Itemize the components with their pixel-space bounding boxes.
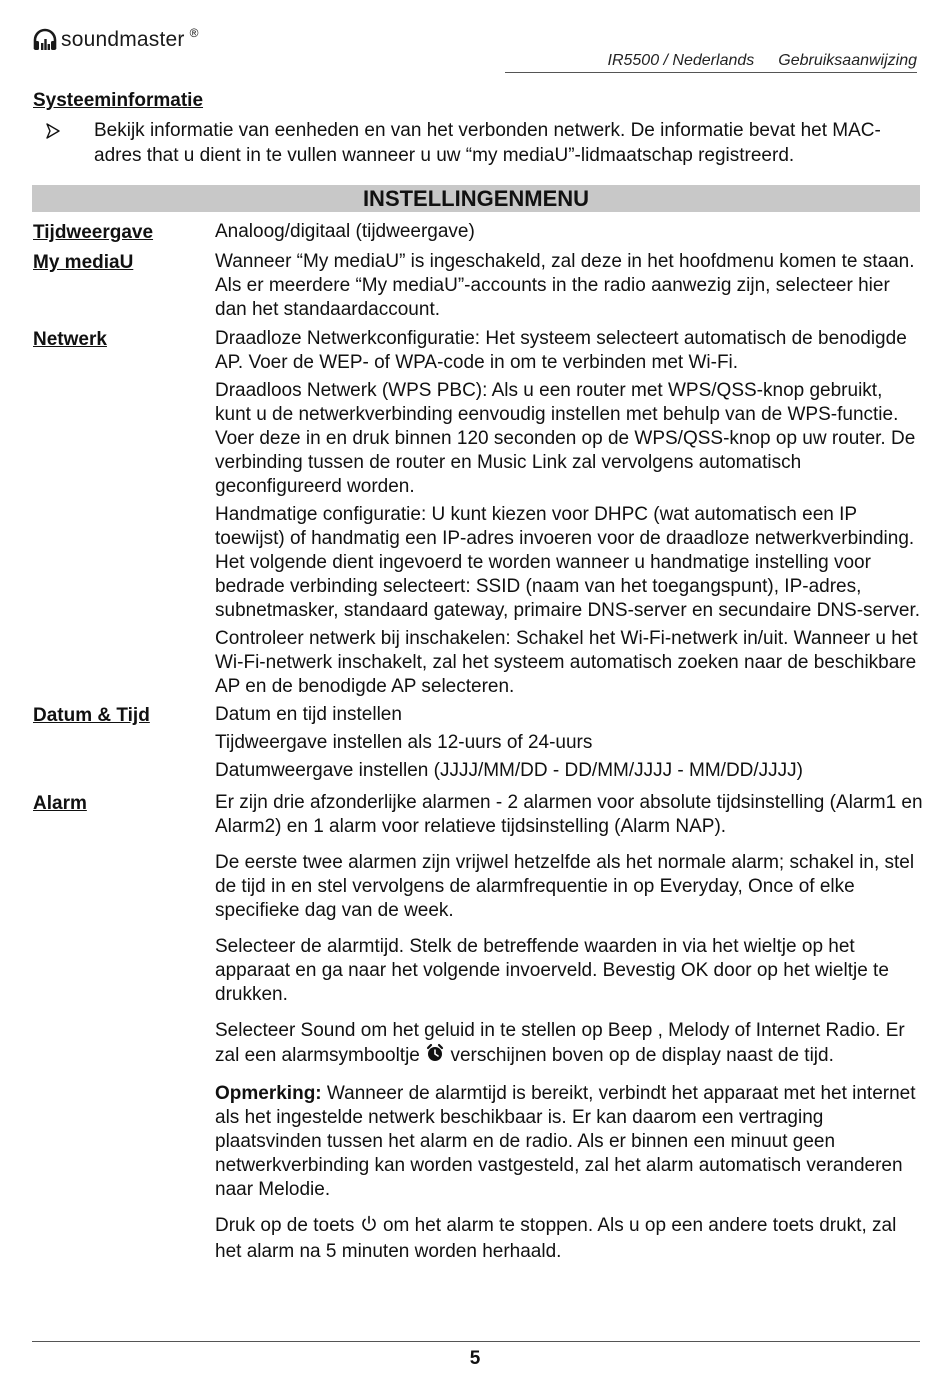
menu-content xyxy=(215,703,923,783)
brand-logo xyxy=(32,25,198,55)
alarm-text: om het alarm te stoppen. Als u op een andere toets drukt, zal het alarm na 5 minuten worden herhaald. xyxy=(215,1215,897,1262)
menu-paragraph: Controleer netwerk bij inschakelen: Schakel het Wi-Fi-netwerk in/uit. Wanneer u het Wi-Fi-netwerk inschakelt, zal het systeem automatisch zoeken naar de beschikbare AP en de benodigde AP selecteren. xyxy=(215,628,918,697)
settings-menu-heading: INSTELLINGENMENU xyxy=(32,185,920,212)
menu-label: Netwerk xyxy=(33,329,107,350)
bullet-item xyxy=(46,118,926,168)
brand-name: soundmaster xyxy=(61,28,185,51)
menu-paragraph: Draadloze Netwerkconfiguratie: Het systeem selecteert automatisch de benodigde AP. Voer de WEP- of WPA-code in om te verbinden met Wi-Fi. xyxy=(215,328,907,373)
alarm-stop-paragraph xyxy=(215,1214,923,1264)
page-number: 5 xyxy=(469,1348,481,1369)
menu-row-alarm xyxy=(33,791,923,1264)
settings-menu-table xyxy=(33,220,923,1264)
soundmaster-logo-icon xyxy=(32,27,58,53)
alarm-paragraph: Er zijn drie afzonderlijke alarmen - 2 alarmen voor absolute tijdsinstelling (Alarm1 en Alarm2) en 1 alarm voor relatieve tijdsinstelling (Alarm NAP). xyxy=(215,792,923,837)
menu-content xyxy=(215,250,923,322)
menu-paragraph: Analoog/digitaal (tijdweergave) xyxy=(215,221,475,242)
note-label: Opmerking: xyxy=(215,1083,322,1104)
document-header xyxy=(505,52,917,73)
menu-row-time-display xyxy=(33,220,923,245)
menu-label: Alarm xyxy=(33,793,87,814)
note-text: Wanneer de alarmtijd is bereikt, verbindt het apparaat met het internet als het ingestelde netwerk beschikbaar is. Er kan daarom een vertraging plaatsvinden tussen het alarm en de radio. Als er binnen een minuut geen netwerkverbinding kan worden vastgesteld, zal het alarm automatisch veranderen naar Melodie. xyxy=(215,1083,916,1200)
menu-label: Tijdweergave xyxy=(33,222,154,243)
menu-paragraph: Datumweergave instellen (JJJJ/MM/DD - DD/MM/JJJJ - MM/DD/JJJJ) xyxy=(215,760,803,781)
menu-row-my-mediau xyxy=(33,250,923,322)
menu-content xyxy=(215,220,923,245)
menu-label: Datum & Tijd xyxy=(33,705,150,726)
document-type: Gebruiksaanwijzing xyxy=(778,52,917,69)
alarm-paragraph: De eerste twee alarmen zijn vrijwel hetzelfde als het normale alarm; schakel in, stel de tijd in en stel vervolgens de alarmfrequentie in op Everyday, Once of elke specifieke dag van de week. xyxy=(215,852,915,921)
menu-paragraph: Draadloos Netwerk (WPS PBC): Als u een router met WPS/QSS-knop gebruikt, kunt u de netwerkverbinding eenvoudig instellen met behulp van de WPS-functie. Voer deze in en druk binnen 120 seconden op de WPS/QSS-knop op uw router. De verbinding tussen de router en Music Link zal vervolgens automatisch geconfigureerd worden. xyxy=(215,380,916,497)
alarm-sound-paragraph xyxy=(215,1019,923,1070)
menu-paragraph: Tijdweergave instellen als 12-uurs of 24-uurs xyxy=(215,732,593,753)
alarm-text: Selecteer Sound om het geluid in te stellen op Beep , Melody of Internet Radio. Er zal een alarmsymbooltje xyxy=(215,1020,905,1066)
alarm-paragraph: Selecteer de alarmtijd. Stelk de betreffende waarden in via het wieltje op het apparaat en ga naar het volgende invoerveld. Bevestig OK door op het wieltje te drukken. xyxy=(215,936,889,1005)
bullet-text: Bekijk informatie van eenheden en van het verbonden netwerk. De informatie bevat het MAC-adres that u dient in te vullen wanneer u uw “my mediaU”-lidmaatschap registreerd. xyxy=(94,120,881,166)
registered-mark: ® xyxy=(189,26,199,40)
note-paragraph xyxy=(215,1082,923,1202)
power-button-icon xyxy=(360,1215,378,1240)
menu-content xyxy=(215,327,923,699)
alarm-clock-icon xyxy=(425,1043,445,1070)
menu-paragraph: Handmatige configuratie: U kunt kiezen voor DHPC (wat automatisch een IP toewijst) of handmatig een IP-adres invoeren voor de draadloze netwerkverbinding. Het volgende dient ingevoerd te worden wanneer u handmatige instelling voor bedrade verbinding selecteert: SSID (naam van het toegangspunt), IP-adres, subnetmasker, standaard gateway, primaire DNS-server en secundaire DNS-server. xyxy=(215,504,921,621)
model-language: IR5500 / Nederlands xyxy=(607,52,755,69)
menu-row-date-time xyxy=(33,703,923,783)
menu-paragraph: Datum en tijd instellen xyxy=(215,704,402,725)
alarm-text: verschijnen boven op de display naast de tijd. xyxy=(450,1045,834,1066)
menu-row-network xyxy=(33,327,923,699)
menu-paragraph: Wanneer “My mediaU” is ingeschakeld, zal deze in het hoofdmenu komen te staan. Als er meerdere “My mediaU”-accounts in the radio aanwezig zijn, selecteer hier dan het standaardaccount. xyxy=(215,251,915,320)
arrow-bullet-icon xyxy=(46,118,94,168)
menu-label: My mediaU xyxy=(33,252,134,273)
menu-content xyxy=(215,791,923,1264)
section-title-system-info: Systeeminformatie xyxy=(33,90,204,111)
footer-divider xyxy=(32,1341,920,1342)
alarm-text: Druk op de toets xyxy=(215,1215,355,1236)
